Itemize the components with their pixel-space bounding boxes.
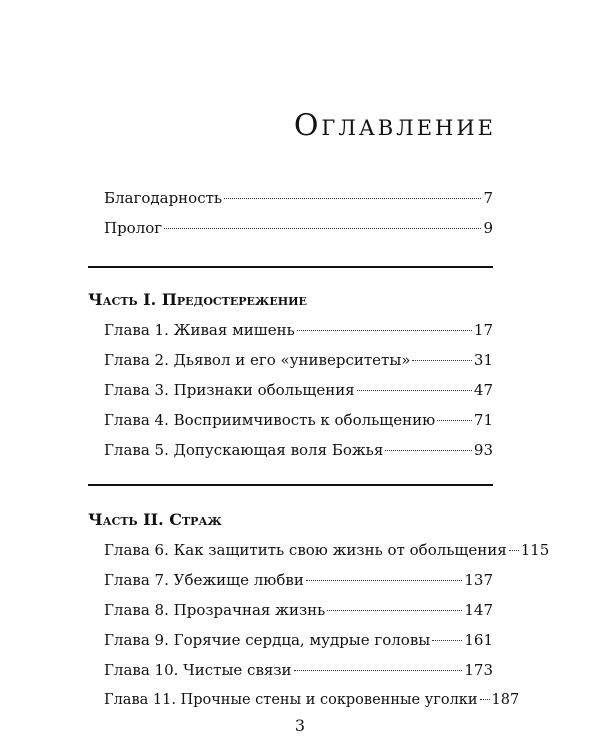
toc-entry <box>104 600 493 620</box>
toc-entry-prologue <box>104 218 493 238</box>
toc-entry-label: Глава 5. Допускающая воля Божья <box>104 441 384 459</box>
toc-entry <box>104 630 493 650</box>
toc-entry-label: Глава 1. Живая мишень <box>104 321 295 339</box>
toc-entry <box>104 380 493 400</box>
toc-entry <box>104 570 493 590</box>
toc-entry-page: 161 <box>464 631 493 649</box>
toc-entry-page: 7 <box>483 189 493 207</box>
toc-entry-page: 187 <box>491 692 520 708</box>
toc-entry <box>104 690 520 710</box>
dot-leader <box>164 228 481 229</box>
dot-leader <box>437 420 472 421</box>
toc-entry-label: Глава 11. Прочные стены и сокровенные уголки <box>104 692 478 708</box>
toc-entry-label: Глава 8. Прозрачная жизнь <box>104 601 326 619</box>
toc-entry <box>104 350 493 370</box>
dot-leader <box>297 330 472 331</box>
toc-entry-page: 17 <box>473 321 493 339</box>
toc-entry-acknowledgements <box>104 188 493 208</box>
page-title: Оглавление <box>293 108 496 143</box>
page-number: 3 <box>294 716 306 735</box>
toc-entry <box>104 440 493 460</box>
toc-entry-label: Пролог <box>104 219 163 237</box>
toc-entry <box>104 320 493 340</box>
section-divider <box>88 266 493 268</box>
toc-entry <box>104 660 493 680</box>
dot-leader <box>327 610 462 611</box>
dot-leader <box>357 390 472 391</box>
part-heading: Часть I. Предостережение <box>88 290 307 309</box>
toc-entry-page: 147 <box>464 601 493 619</box>
dot-leader <box>385 450 472 451</box>
part-heading: Часть II. Страж <box>88 510 222 529</box>
toc-entry-label: Благодарность <box>104 189 223 207</box>
dot-leader <box>306 580 463 581</box>
toc-entry <box>104 410 493 430</box>
toc-entry-page: 173 <box>464 661 493 679</box>
toc-entry-page: 71 <box>473 411 493 429</box>
toc-entry-label: Глава 6. Как защитить свою жизнь от обольщения <box>104 541 507 559</box>
dot-leader <box>480 699 490 700</box>
toc-entry-label: Глава 2. Дьявол и его «университеты» <box>104 351 411 369</box>
toc-entry-label: Глава 10. Чистые связи <box>104 661 292 679</box>
dot-leader <box>224 198 481 199</box>
toc-entry-label: Глава 9. Горячие сердца, мудрые головы <box>104 631 431 649</box>
dot-leader <box>509 550 519 551</box>
section-divider <box>88 484 493 486</box>
toc-entry-page: 47 <box>473 381 493 399</box>
toc-entry-page: 9 <box>483 219 493 237</box>
toc-entry-page: 93 <box>473 441 493 459</box>
toc-entry-label: Глава 3. Признаки обольщения <box>104 381 355 399</box>
toc-entry-page: 137 <box>464 571 493 589</box>
toc-entry-label: Глава 4. Восприимчивость к обольщению <box>104 411 436 429</box>
toc-entry-label: Глава 7. Убежище любви <box>104 571 304 589</box>
dot-leader <box>412 360 471 361</box>
toc-entry-page: 115 <box>520 541 550 559</box>
dot-leader <box>432 640 462 641</box>
dot-leader <box>294 670 463 671</box>
toc-entry <box>104 540 550 560</box>
toc-entry-page: 31 <box>473 351 493 369</box>
